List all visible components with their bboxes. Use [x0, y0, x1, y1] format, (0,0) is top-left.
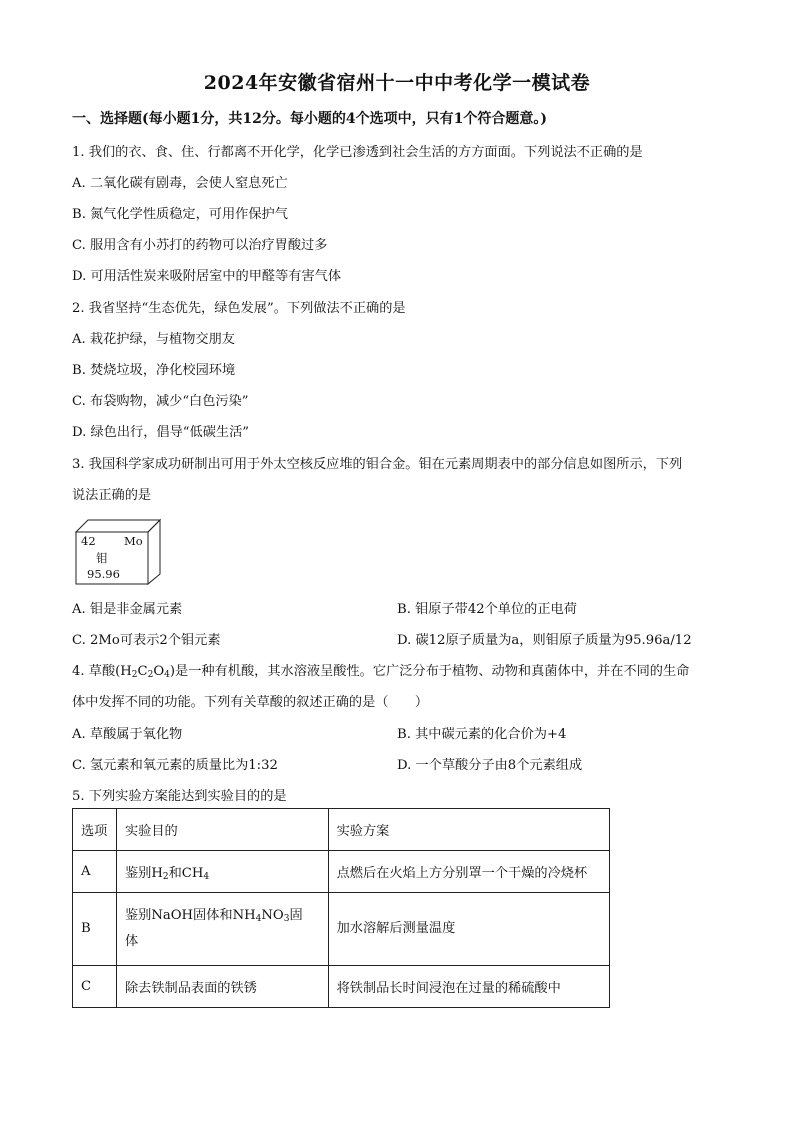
q3-option-d: D. 碳12原子质量为a，则钼原子质量为95.96a/12 [397, 633, 692, 648]
q4-stem-line1 [72, 660, 689, 679]
purpose-text: 体 [124, 934, 139, 949]
subscript: 2 [147, 670, 154, 680]
table-cell-option: B [73, 893, 117, 966]
table-header-cell: 实验目的 [116, 809, 328, 851]
table-header-cell: 选项 [73, 809, 117, 851]
subscript: 4 [164, 670, 170, 680]
q4-stem-text: )是一种有机酸，其水溶液呈酸性。它广泛分布于植物、动物和真菌体中，并在不同的生命 [169, 664, 690, 679]
subscript: 4 [203, 872, 210, 882]
q4-option-c: C. 氢元素和氧元素的质量比为1:32 [72, 758, 278, 773]
subscript: 2 [162, 872, 169, 882]
q4-option-b: B. 其中碳元素的化合价为+4 [397, 727, 567, 742]
subscript: 2 [131, 670, 138, 680]
q1-stem: 1. 我们的衣、食、住、行都离不开化学，化学已渗透到社会生活的方方面面。下列说法不正确的是 [72, 145, 643, 160]
q1-option-c: C. 服用含有小苏打的药物可以治疗胃酸过多 [72, 238, 328, 253]
q1-option-a: A. 二氧化碳有剧毒，会使人窒息死亡 [72, 176, 288, 191]
element-symbol: Mo [124, 534, 143, 548]
table-row [73, 966, 610, 1008]
element-name: 钼 [96, 551, 108, 565]
table-cell-plan: 加水溶解后测量温度 [328, 893, 609, 966]
purpose-text: 和CH [168, 866, 204, 881]
table-cell-option: C [73, 966, 117, 1008]
q5-stem: 5. 下列实验方案能达到实验目的的是 [72, 789, 287, 804]
subscript: 4 [255, 914, 262, 924]
q3-option-c: C. 2Mo可表示2个钼元素 [72, 633, 221, 648]
q2-option-b: B. 焚烧垃圾，净化校园环境 [72, 363, 236, 378]
table-cell-option: A [73, 851, 117, 893]
q1-option-b: B. 氮气化学性质稳定，可用作保护气 [72, 207, 288, 222]
q1-option-d: D. 可用活性炭来吸附居室中的甲醛等有害气体 [72, 269, 342, 284]
q2-option-c: C. 布袋购物，减少“白色污染” [72, 394, 249, 409]
q4-option-d: D. 一个草酸分子由8个元素组成 [397, 758, 583, 773]
q4-option-a: A. 草酸属于氧化物 [72, 727, 183, 742]
purpose-text: 固 [289, 908, 303, 923]
q3-option-a: A. 钼是非金属元素 [72, 602, 183, 617]
purpose-text: NO [261, 908, 284, 923]
q2-option-d: D. 绿色出行，倡导“低碳生活” [72, 425, 250, 440]
experiment-table [72, 808, 610, 1008]
page-title: 2024年安徽省宿州十一中中考化学一模试卷 [203, 72, 591, 94]
table-cell-purpose [116, 851, 328, 893]
table-row [73, 893, 610, 966]
table-header-row [73, 809, 610, 851]
table-row [73, 851, 610, 893]
q3-stem-line1: 3. 我国科学家成功研制出可用于外太空核反应堆的钼合金。钼在元素周期表中的部分信息如图所示，下列 [72, 457, 683, 472]
q2-option-a: A. 栽花护绿，与植物交朋友 [72, 332, 235, 347]
q4-stem-line2: 体中发挥不同的功能。下列有关草酸的叙述正确的是（ ） [72, 695, 429, 710]
element-cell-figure [74, 518, 162, 586]
q4-stem-text: 4. 草酸(H [72, 664, 132, 679]
section-heading: 一、选择题(每小题1分，共12分。每小题的4个选项中，只有1个符合题意。) [72, 111, 547, 127]
q3-stem-line2: 说法正确的是 [72, 488, 152, 503]
table-cell-purpose [116, 893, 328, 966]
table-cell-plan: 点燃后在火焰上方分别罩一个干燥的冷烧杯 [328, 851, 609, 893]
q4-stem-text: O [153, 664, 165, 679]
q4-stem-text: C [137, 664, 148, 679]
q3-option-b: B. 钼原子带42个单位的正电荷 [397, 602, 577, 617]
atomic-mass: 95.96 [87, 567, 120, 581]
purpose-text: 鉴别H [124, 866, 163, 881]
subscript: 3 [283, 914, 290, 924]
q2-stem: 2. 我省坚持“生态优先，绿色发展”。下列做法不正确的是 [72, 301, 406, 316]
table-cell-purpose: 除去铁制品表面的铁锈 [116, 966, 328, 1008]
table-cell-plan: 将铁制品长时间浸泡在过量的稀硫酸中 [328, 966, 609, 1008]
purpose-text: 鉴别NaOH固体和NH [124, 908, 256, 923]
atomic-number: 42 [81, 534, 96, 548]
table-header-cell: 实验方案 [328, 809, 609, 851]
